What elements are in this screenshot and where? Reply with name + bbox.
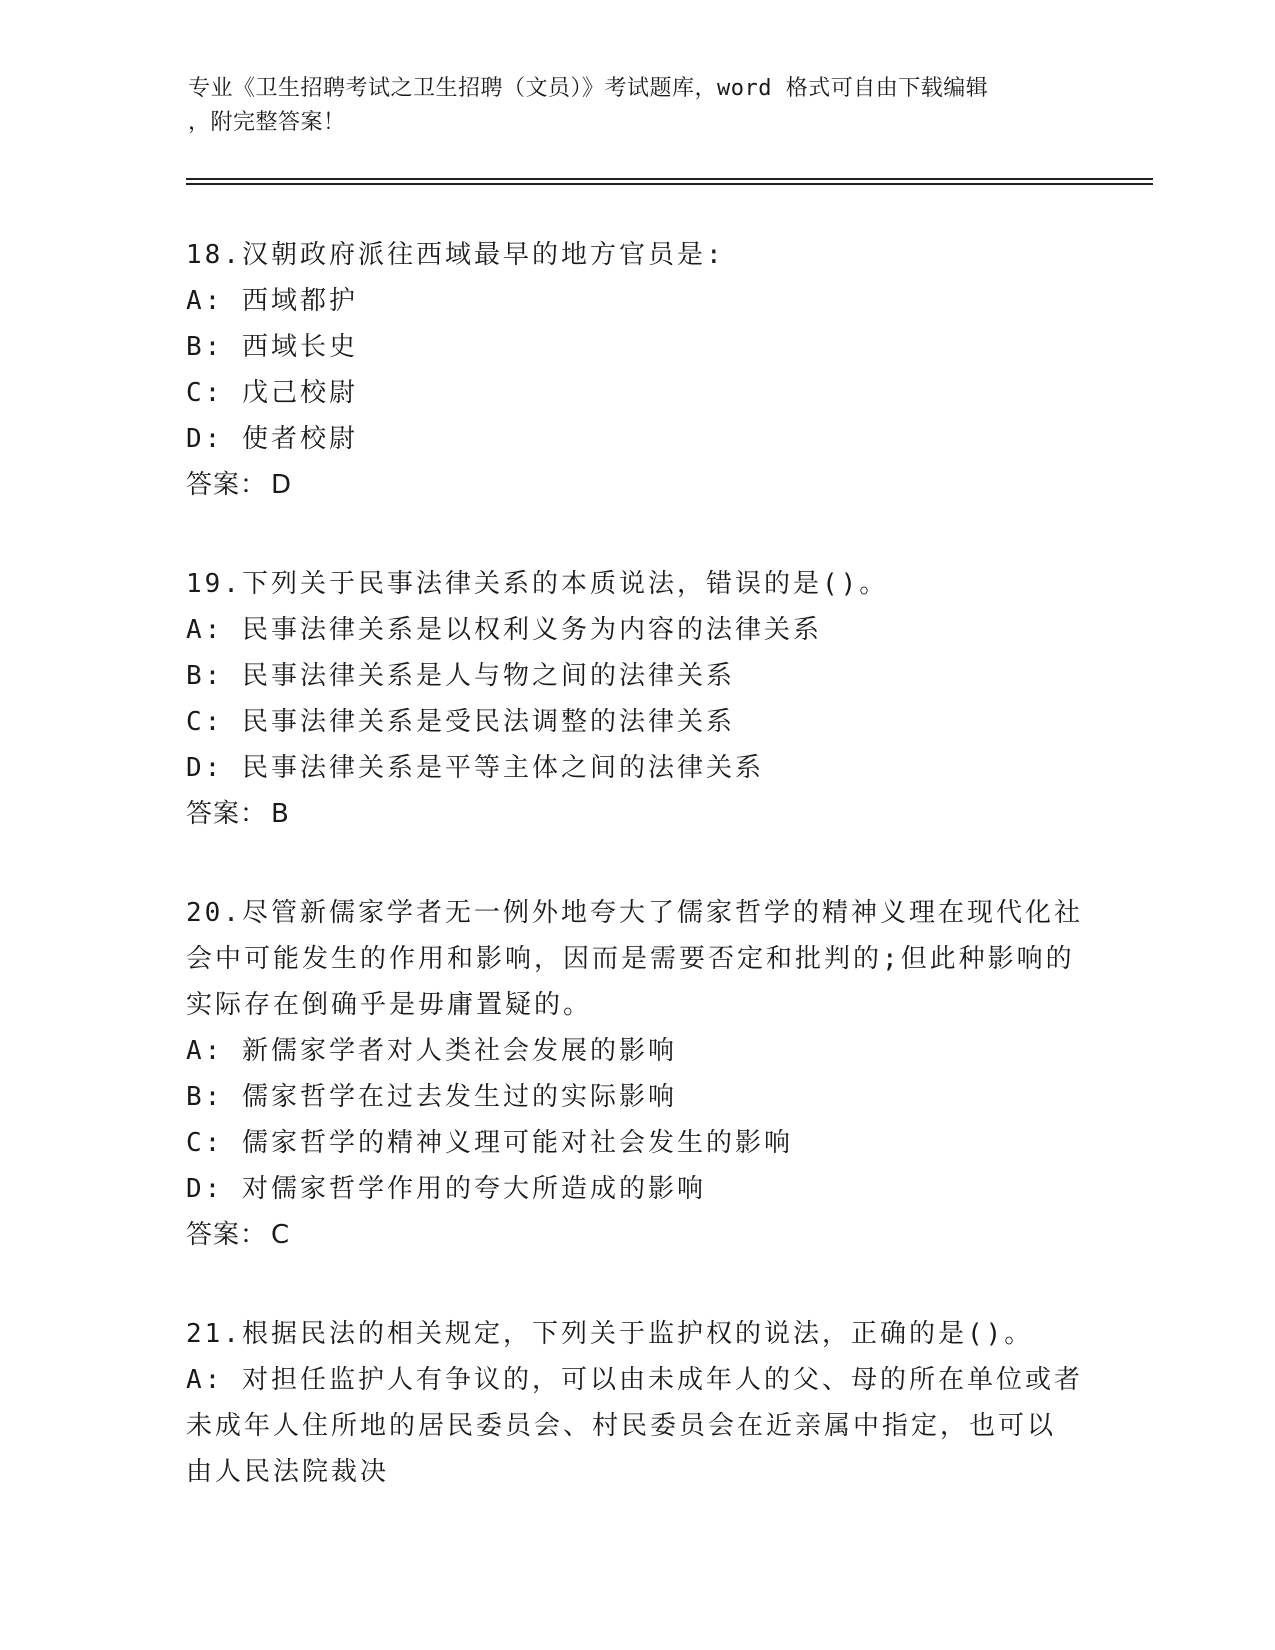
answer-label: 答案： — [186, 799, 268, 829]
option-a: A: 西域都护 — [186, 286, 358, 316]
option-a: A: 新儒家学者对人类社会发展的影响 — [186, 1036, 677, 1066]
question-stem: 21.根据民法的相关规定，下列关于监护权的说法，正确的是()。 — [186, 1319, 1034, 1349]
header-line-2: ，附完整答案！ — [188, 110, 346, 135]
question-18 — [186, 232, 1086, 508]
answer-value: C — [271, 1220, 291, 1250]
question-list — [186, 232, 1086, 1548]
option-b: B: 儒家哲学在过去发生过的实际影响 — [186, 1082, 677, 1112]
answer-label: 答案： — [186, 1220, 268, 1250]
answer-value: B — [271, 799, 290, 829]
question-stem-line-1: 20.尽管新儒家学者无一例外地夸大了儒家哲学的精神义理在现代化社 — [186, 898, 1083, 928]
question-19 — [186, 561, 1086, 837]
header-divider-bottom — [186, 183, 1153, 185]
header-line-1: 专业《卫生招聘考试之卫生招聘（文员）》考试题库，word 格式可自由下载编辑 — [188, 76, 989, 101]
answer-line — [186, 1212, 1086, 1258]
option-d: D: 对儒家哲学作用的夸大所造成的影响 — [186, 1174, 706, 1204]
option-b: B: 民事法律关系是人与物之间的法律关系 — [186, 661, 735, 691]
option-c: C: 民事法律关系是受民法调整的法律关系 — [186, 707, 735, 737]
option-b: B: 西域长史 — [186, 332, 358, 362]
answer-line — [186, 462, 1086, 508]
question-20 — [186, 890, 1086, 1258]
option-a-line-3: 由人民法院裁决 — [186, 1457, 390, 1487]
question-stem: 18.汉朝政府派往西域最早的地方官员是: — [186, 240, 725, 270]
answer-label: 答案： — [186, 470, 268, 500]
option-a: A: 民事法律关系是以权利义务为内容的法律关系 — [186, 615, 822, 645]
question-stem-line-2: 会中可能发生的作用和影响，因而是需要否定和批判的;但此种影响的 — [186, 944, 1075, 974]
option-d: D: 使者校尉 — [186, 424, 358, 454]
question-21 — [186, 1311, 1086, 1495]
option-c: C: 戊己校尉 — [186, 378, 358, 408]
option-a-line-2: 未成年人住所地的居民委员会、村民委员会在近亲属中指定，也可以 — [186, 1411, 1057, 1441]
option-a-line-1: A: 对担任监护人有争议的，可以由未成年人的父、母的所在单位或者 — [186, 1365, 1083, 1395]
question-stem-line-3: 实际存在倒确乎是毋庸置疑的。 — [186, 990, 593, 1020]
question-stem: 19.下列关于民事法律关系的本质说法，错误的是()。 — [186, 569, 889, 599]
option-c: C: 儒家哲学的精神义理可能对社会发生的影响 — [186, 1128, 793, 1158]
answer-value: D — [271, 470, 293, 500]
document-header — [188, 72, 1088, 140]
option-d: D: 民事法律关系是平等主体之间的法律关系 — [186, 753, 764, 783]
header-divider-top — [186, 178, 1153, 180]
answer-line — [186, 791, 1086, 837]
